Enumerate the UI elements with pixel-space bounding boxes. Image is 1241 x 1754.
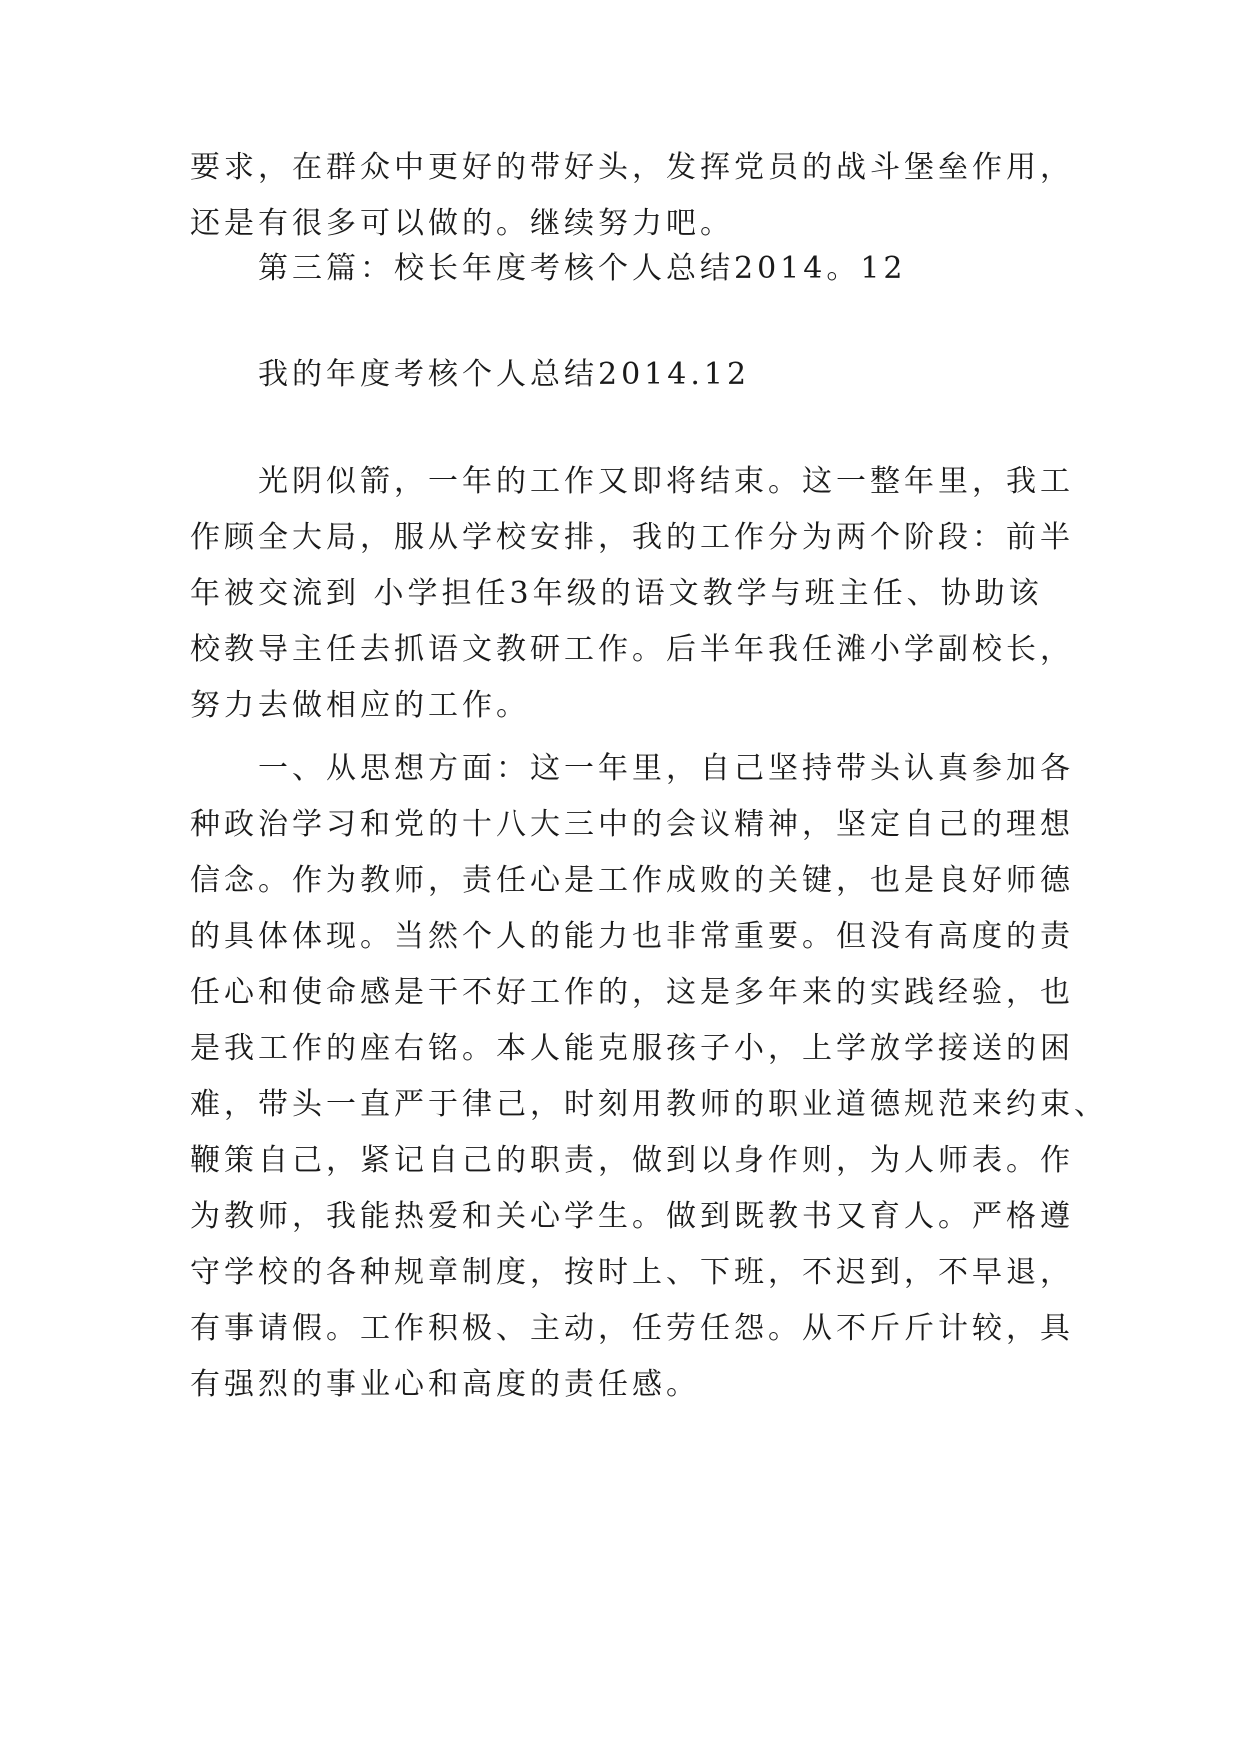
- subtitle-text: 我的年度考核个人总结2014.12: [258, 357, 751, 392]
- text-line: 作顾全大局，服从学校安排，我的工作分为两个阶段：前半: [190, 520, 1074, 555]
- text-line: 要求，在群众中更好的带好头，发挥党员的战斗堡垒作用，: [190, 150, 1074, 185]
- text-line: 是我工作的座右铭。本人能克服孩子小，上学放学接送的困: [190, 1031, 1074, 1066]
- text-line: 为教师，我能热爱和关心学生。做到既教书又育人。严格遵: [190, 1199, 1074, 1234]
- text-line: 信念。作为教师，责任心是工作成败的关键，也是良好师德: [190, 863, 1074, 898]
- text-line: 鞭策自己，紧记自己的职责，做到以身作则，为人师表。作: [190, 1143, 1074, 1178]
- text-line: 光阴似箭，一年的工作又即将结束。这一整年里，我工: [258, 464, 1074, 499]
- text-line: 有强烈的事业心和高度的责任感。: [190, 1367, 700, 1402]
- text-line: 努力去做相应的工作。: [190, 688, 530, 723]
- paragraph-intro: [190, 454, 1074, 734]
- text-line: 一、从思想方面：这一年里，自己坚持带头认真参加各: [258, 751, 1074, 786]
- text-line: 的具体体现。当然个人的能力也非常重要。但没有高度的责: [190, 919, 1074, 954]
- text-line: 守学校的各种规章制度，按时上、下班，不迟到，不早退，: [190, 1255, 1074, 1290]
- paragraph-ideology: [190, 741, 1108, 1413]
- text-line: 年被交流到 小学担任3年级的语文教学与班主任、协助该: [190, 576, 1043, 611]
- text-line: 校教导主任去抓语文教研工作。后半年我任滩小学副校长，: [190, 632, 1074, 667]
- paragraph-continuation: [190, 140, 1074, 252]
- text-line: 难，带头一直严于律己，时刻用教师的职业道德规范来约束、: [190, 1087, 1108, 1122]
- text-line: 有事请假。工作积极、主动，任劳任怨。从不斤斤计较，具: [190, 1311, 1074, 1346]
- text-line: 任心和使命感是干不好工作的，这是多年来的实践经验，也: [190, 975, 1074, 1010]
- section-heading: [190, 241, 1070, 297]
- heading-text: 第三篇：校长年度考核个人总结2014。12: [258, 251, 907, 286]
- subtitle: [190, 347, 1070, 403]
- text-line: 还是有很多可以做的。继续努力吧。: [190, 206, 734, 241]
- text-line: 种政治学习和党的十八大三中的会议精神，坚定自己的理想: [190, 807, 1074, 842]
